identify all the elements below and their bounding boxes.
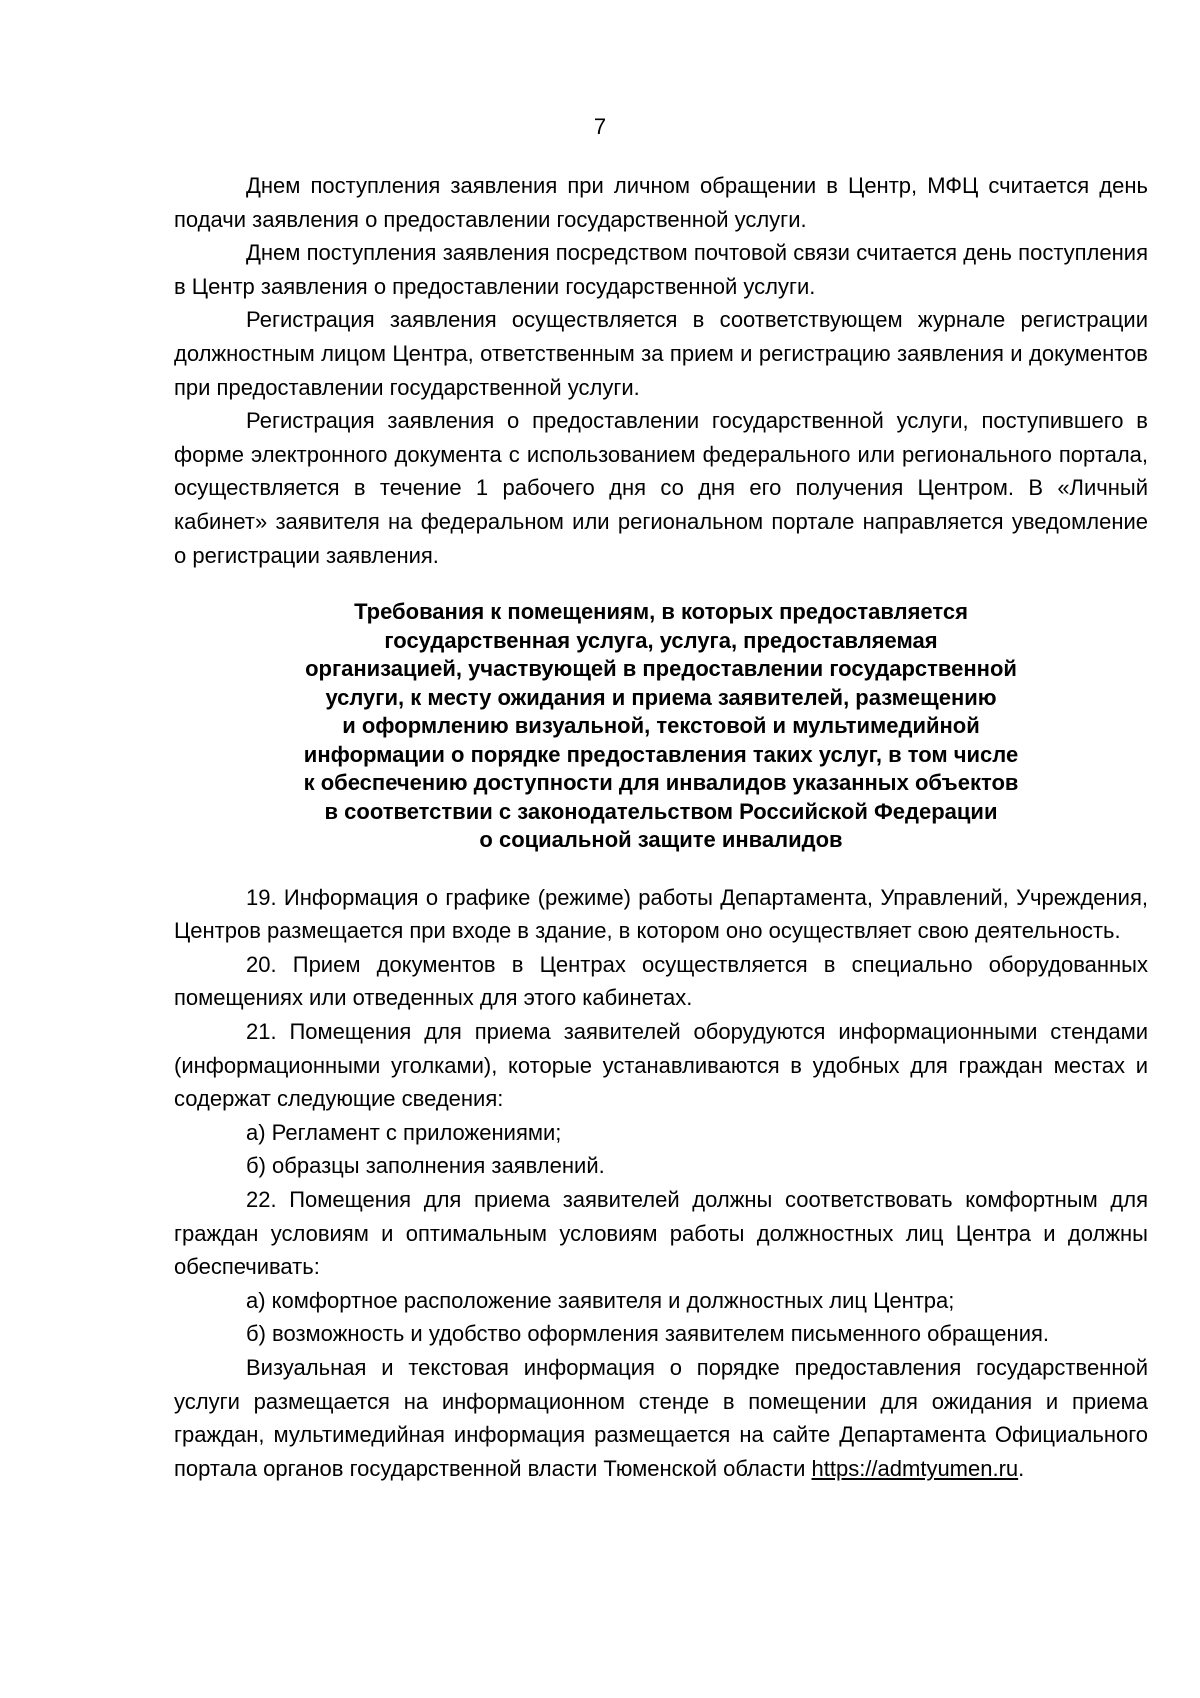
- paragraph-last: [174, 1351, 1148, 1485]
- paragraph-item-20: 20. Прием документов в Центрах осуществляется в специально оборудованных помещениях или отведенных для этого кабинетах.: [174, 951, 1148, 1011]
- heading-line: государственная услуга, услуга, предоставляемая: [384, 627, 938, 653]
- heading-line: Требования к помещениям, в которых предоставляется: [354, 599, 968, 625]
- paragraph: Регистрация заявления о предоставлении государственной услуги, поступившего в форме электронного документа с использованием федерального или регионального портала, осуществляется в течение 1 рабочего дня со дня его получения Центром. В «Личный кабинет» заявителя на федеральном или региональном портале направляется уведомление о регистрации заявления.: [174, 408, 1148, 568]
- section-heading: [174, 598, 1148, 855]
- paragraph-item-21: 21. Помещения для приема заявителей оборудуются информационными стендами (информационными уголками), которые устанавливаются в удобных для граждан местах и содержат следующие сведения:: [174, 1019, 1148, 1112]
- paragraph-item-22: 22. Помещения для приема заявителей должны соответствовать комфортным для граждан условиям и оптимальным условиям работы должностных лиц Центра и должны обеспечивать:: [174, 1186, 1148, 1280]
- heading-line: организацией, участвующей в предоставлении государственной: [305, 656, 1017, 682]
- paragraph-text: Визуальная и текстовая информация о порядке предоставления государственной услуги размещается на информационном стенде в помещении для ожидания и приема граждан, мультимедийная информация размещается на сайте Департамента Официального портала органов государственной власти Тюменской области: [174, 1354, 1148, 1481]
- heading-line: о социальной защите инвалидов: [479, 827, 843, 853]
- list-item: а) Регламент с приложениями;: [246, 1119, 562, 1145]
- paragraph-tail: .: [1018, 1455, 1025, 1481]
- list-item: б) возможность и удобство оформления заявителем письменного обращения.: [246, 1321, 1050, 1347]
- heading-line: и оформлению визуальной, текстовой и мультимедийной: [342, 713, 980, 739]
- page-number: 7: [593, 114, 607, 139]
- paragraph: Регистрация заявления осуществляется в соответствующем журнале регистрации должностным лицом Центра, ответственным за прием и регистрацию заявления и документов при предоставлении государственной услуги.: [174, 307, 1148, 400]
- list-item: б) образцы заполнения заявлений.: [246, 1153, 605, 1179]
- list-item: а) комфортное расположение заявителя и должностных лиц Центра;: [246, 1287, 955, 1313]
- heading-line: к обеспечению доступности для инвалидов указанных объектов: [303, 770, 1019, 796]
- website-link[interactable]: https://admtyumen.ru: [811, 1455, 1019, 1481]
- paragraph-item-19: 19. Информация о графике (режиме) работы Департамента, Управлений, Учреждения, Центров размещается при входе в здание, в котором оно осуществляет свою деятельность.: [174, 884, 1148, 944]
- heading-line: информации о порядке предоставления таких услуг, в том числе: [303, 741, 1019, 767]
- heading-line: в соответствии с законодательством Российской Федерации: [324, 798, 998, 824]
- heading-line: услуги, к месту ожидания и приема заявителей, размещению: [325, 684, 997, 710]
- paragraph: Днем поступления заявления посредством почтовой связи считается день поступления в Центр заявления о предоставлении государственной услуги.: [174, 240, 1148, 299]
- document-body: [174, 169, 1148, 1485]
- paragraph: Днем поступления заявления при личном обращении в Центр, МФЦ считается день подачи заявления о предоставлении государственной услуги.: [174, 173, 1148, 232]
